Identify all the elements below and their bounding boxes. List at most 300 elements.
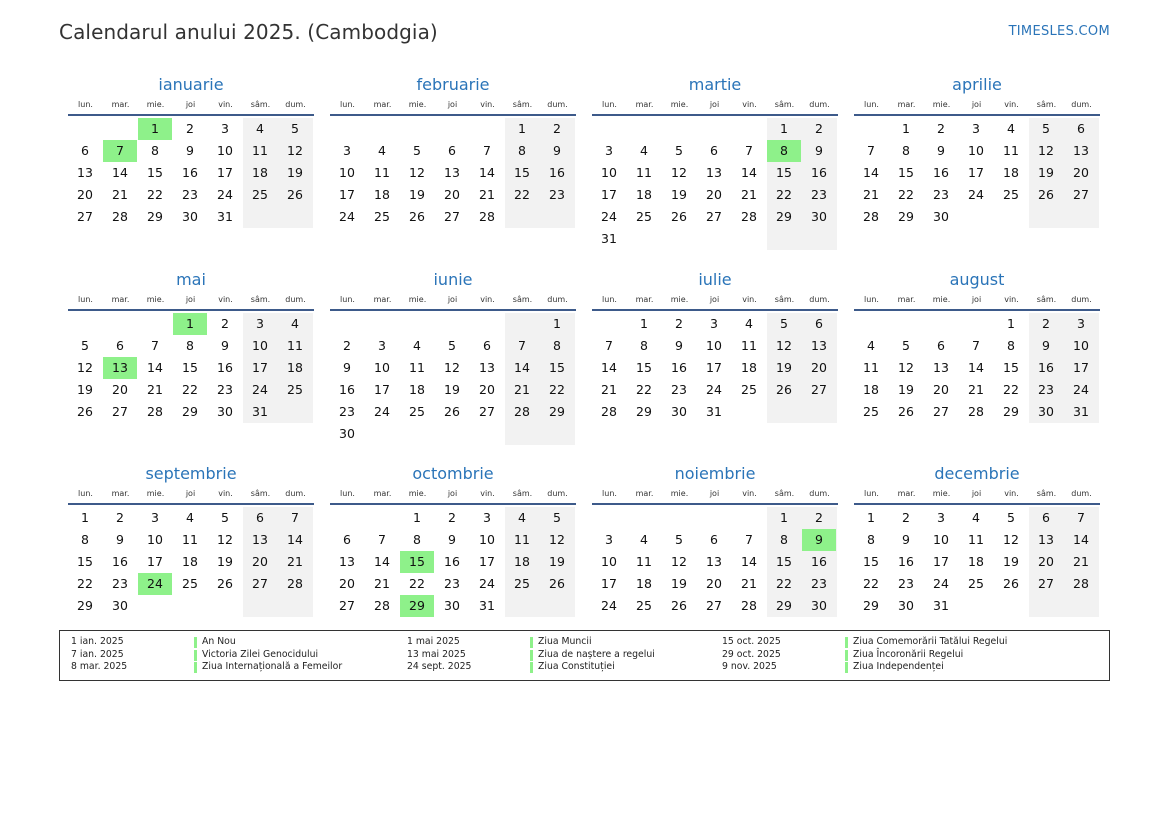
day-cell: 23 — [1038, 382, 1054, 397]
day-cell: 6 — [1042, 510, 1050, 525]
day-cell: 9 — [553, 143, 561, 158]
holiday-day: 24 — [138, 573, 172, 595]
day-cell: 17 — [601, 187, 617, 202]
day-cell: 2 — [116, 510, 124, 525]
day-cell: 18 — [374, 187, 390, 202]
day-cell: 26 — [444, 404, 460, 419]
day-cell: 30 — [898, 598, 914, 613]
legend-name: Ziua Comemorării Tatălui Regelui — [853, 636, 1008, 647]
holiday-marker — [194, 662, 197, 673]
weekday-label: joi — [447, 489, 458, 498]
day-cell: 4 — [378, 143, 386, 158]
weekday-label: vin. — [218, 489, 233, 498]
day-cell: 17 — [217, 165, 233, 180]
weekday-label: mar. — [897, 489, 916, 498]
holiday-marker — [845, 650, 848, 661]
day-cell: 29 — [182, 404, 198, 419]
day-cell: 2 — [675, 316, 683, 331]
day-cell: 29 — [636, 404, 652, 419]
day-cell: 21 — [1073, 554, 1089, 569]
day-cell: 31 — [933, 598, 949, 613]
weekday-header — [854, 487, 1100, 501]
day-cell: 13 — [811, 338, 827, 353]
day-cell: 20 — [112, 382, 128, 397]
day-cell: 25 — [409, 404, 425, 419]
day-cell: 31 — [252, 404, 268, 419]
day-cell: 14 — [287, 532, 303, 547]
day-cell: 28 — [1073, 576, 1089, 591]
day-cell: 3 — [343, 143, 351, 158]
day-cell: 20 — [811, 360, 827, 375]
holiday-marker — [194, 650, 197, 661]
day-cell: 7 — [745, 143, 753, 158]
weekday-label: lun. — [864, 100, 879, 109]
day-cell: 21 — [863, 187, 879, 202]
day-cell: 12 — [409, 165, 425, 180]
weekday-label: vin. — [480, 100, 495, 109]
weekday-label: joi — [971, 295, 982, 304]
weekday-label: lun. — [602, 100, 617, 109]
day-cell: 31 — [217, 209, 233, 224]
day-cell: 2 — [343, 338, 351, 353]
day-cell: 10 — [933, 532, 949, 547]
day-cell: 18 — [514, 554, 530, 569]
day-cell: 11 — [514, 532, 530, 547]
day-cell: 23 — [217, 382, 233, 397]
weekday-label: lun. — [340, 295, 355, 304]
day-cell: 21 — [741, 187, 757, 202]
day-cell: 8 — [902, 143, 910, 158]
day-cell: 14 — [112, 165, 128, 180]
weekday-label: vin. — [1004, 100, 1019, 109]
holiday-marker — [845, 637, 848, 648]
month-name: august — [949, 270, 1005, 289]
day-cell: 9 — [343, 360, 351, 375]
weekday-label: sâm. — [1036, 100, 1057, 109]
day-cell: 14 — [374, 554, 390, 569]
weekday-header — [68, 293, 314, 307]
day-cell: 6 — [710, 143, 718, 158]
month-divider — [854, 503, 1100, 505]
day-grid — [592, 313, 838, 423]
day-cell: 1 — [518, 121, 526, 136]
day-cell: 27 — [706, 209, 722, 224]
legend-name: Victoria Zilei Genocidului — [202, 648, 319, 660]
day-cell: 22 — [776, 187, 792, 202]
legend-item — [407, 661, 655, 674]
weekday-label: dum. — [285, 489, 306, 498]
day-cell: 15 — [549, 360, 565, 375]
day-cell: 17 — [339, 187, 355, 202]
weekday-label: dum. — [809, 100, 830, 109]
day-cell: 27 — [811, 382, 827, 397]
day-cell: 18 — [287, 360, 303, 375]
day-cell: 2 — [937, 121, 945, 136]
day-cell: 8 — [640, 338, 648, 353]
day-cell: 5 — [1007, 510, 1015, 525]
day-grid — [330, 118, 576, 228]
weekday-label: mie. — [670, 100, 689, 109]
day-cell: 20 — [252, 554, 268, 569]
day-cell: 24 — [933, 576, 949, 591]
day-cell: 5 — [221, 510, 229, 525]
day-cell: 24 — [601, 209, 617, 224]
day-cell: 16 — [933, 165, 949, 180]
day-cell: 14 — [968, 360, 984, 375]
legend-date: 13 mai 2025 — [407, 648, 466, 660]
day-cell: 25 — [374, 209, 390, 224]
day-cell: 26 — [671, 209, 687, 224]
day-grid — [68, 313, 314, 423]
day-cell: 30 — [182, 209, 198, 224]
weekday-label: joi — [971, 489, 982, 498]
day-cell: 19 — [1003, 554, 1019, 569]
day-cell: 21 — [287, 554, 303, 569]
day-cell: 3 — [605, 143, 613, 158]
weekday-label: sâm. — [250, 489, 271, 498]
day-cell: 11 — [968, 532, 984, 547]
weekday-label: joi — [447, 100, 458, 109]
month-divider — [330, 114, 576, 116]
day-cell: 22 — [863, 576, 879, 591]
legend-date: 24 sept. 2025 — [407, 661, 472, 672]
weekday-header — [592, 98, 838, 112]
day-cell: 2 — [815, 121, 823, 136]
day-cell: 1 — [867, 510, 875, 525]
legend-column — [71, 636, 342, 674]
day-cell: 19 — [287, 165, 303, 180]
day-cell: 7 — [972, 338, 980, 353]
day-grid — [592, 118, 838, 250]
legend-item — [407, 649, 655, 662]
day-cell: 29 — [898, 209, 914, 224]
day-cell: 17 — [147, 554, 163, 569]
day-cell: 28 — [374, 598, 390, 613]
day-grid — [854, 118, 1100, 228]
day-cell: 3 — [1077, 316, 1085, 331]
weekday-label: sâm. — [1036, 489, 1057, 498]
day-cell: 10 — [217, 143, 233, 158]
weekday-label: lun. — [602, 489, 617, 498]
holiday-marker — [845, 662, 848, 673]
weekday-label: mie. — [670, 489, 689, 498]
weekday-label: mie. — [408, 295, 427, 304]
day-grid — [330, 507, 576, 617]
weekday-label: lun. — [78, 489, 93, 498]
legend-date: 8 mar. 2025 — [71, 661, 128, 672]
day-cell: 21 — [147, 382, 163, 397]
weekday-label: lun. — [340, 100, 355, 109]
month-name: octombrie — [412, 464, 494, 483]
day-cell: 19 — [217, 554, 233, 569]
weekday-header — [68, 98, 314, 112]
month-10 — [330, 463, 576, 617]
day-cell: 23 — [339, 404, 355, 419]
weekday-label: sâm. — [512, 100, 533, 109]
day-cell: 31 — [479, 598, 495, 613]
day-cell: 10 — [706, 338, 722, 353]
month-name: iulie — [698, 270, 732, 289]
month-4 — [854, 74, 1100, 228]
weekday-label: dum. — [285, 295, 306, 304]
day-cell: 26 — [77, 404, 93, 419]
day-cell: 7 — [745, 532, 753, 547]
day-cell: 4 — [518, 510, 526, 525]
day-cell: 8 — [81, 532, 89, 547]
day-cell: 7 — [605, 338, 613, 353]
day-cell: 16 — [1038, 360, 1054, 375]
day-cell: 8 — [780, 532, 788, 547]
legend-date: 15 oct. 2025 — [722, 636, 781, 647]
day-cell: 23 — [444, 576, 460, 591]
day-cell: 11 — [287, 338, 303, 353]
day-cell: 28 — [514, 404, 530, 419]
day-cell: 27 — [933, 404, 949, 419]
day-cell: 22 — [549, 382, 565, 397]
day-cell: 1 — [902, 121, 910, 136]
day-cell: 21 — [741, 576, 757, 591]
day-cell: 18 — [182, 554, 198, 569]
day-cell: 18 — [636, 187, 652, 202]
day-cell: 4 — [413, 338, 421, 353]
day-cell: 15 — [898, 165, 914, 180]
holiday-day: 1 — [138, 118, 172, 140]
weekday-label: dum. — [285, 100, 306, 109]
day-cell: 28 — [741, 598, 757, 613]
day-cell: 22 — [776, 576, 792, 591]
day-cell: 9 — [902, 532, 910, 547]
day-cell: 9 — [221, 338, 229, 353]
day-cell: 16 — [444, 554, 460, 569]
day-cell: 9 — [186, 143, 194, 158]
day-grid — [854, 507, 1100, 617]
day-cell: 12 — [77, 360, 93, 375]
day-cell: 14 — [741, 165, 757, 180]
day-cell: 23 — [549, 187, 565, 202]
day-cell: 13 — [339, 554, 355, 569]
day-cell: 5 — [413, 143, 421, 158]
day-cell: 10 — [252, 338, 268, 353]
day-cell: 15 — [776, 165, 792, 180]
day-cell: 17 — [968, 165, 984, 180]
day-cell: 13 — [479, 360, 495, 375]
day-cell: 9 — [448, 532, 456, 547]
day-cell: 29 — [776, 598, 792, 613]
day-cell: 19 — [77, 382, 93, 397]
day-cell: 18 — [863, 382, 879, 397]
weekday-label: joi — [185, 489, 196, 498]
day-cell: 14 — [1073, 532, 1089, 547]
day-cell: 28 — [741, 209, 757, 224]
weekday-label: mie. — [932, 295, 951, 304]
day-cell: 23 — [933, 187, 949, 202]
day-grid — [854, 313, 1100, 423]
weekday-label: joi — [709, 489, 720, 498]
day-cell: 13 — [444, 165, 460, 180]
legend-item — [71, 636, 342, 649]
day-cell: 27 — [252, 576, 268, 591]
legend-name: Ziua Încoronării Regelui — [853, 648, 964, 660]
day-cell: 26 — [898, 404, 914, 419]
day-cell: 22 — [409, 576, 425, 591]
day-cell: 15 — [863, 554, 879, 569]
legend-name: Ziua de naștere a regelui — [538, 648, 655, 660]
weekday-label: lun. — [864, 489, 879, 498]
month-11 — [592, 463, 838, 617]
weekday-label: mar. — [111, 489, 130, 498]
month-name: septembrie — [145, 464, 237, 483]
day-cell: 9 — [815, 143, 823, 158]
weekday-label: mar. — [373, 100, 392, 109]
day-cell: 27 — [339, 598, 355, 613]
weekday-header — [854, 293, 1100, 307]
day-cell: 18 — [409, 382, 425, 397]
day-cell: 13 — [933, 360, 949, 375]
weekday-label: sâm. — [774, 489, 795, 498]
day-cell: 10 — [601, 165, 617, 180]
month-name: iunie — [433, 270, 473, 289]
weekday-label: mie. — [146, 489, 165, 498]
holiday-day: 13 — [103, 357, 137, 379]
weekday-label: dum. — [547, 489, 568, 498]
weekday-label: lun. — [340, 489, 355, 498]
day-cell: 29 — [863, 598, 879, 613]
legend-name: An Nou — [202, 636, 236, 647]
day-cell: 12 — [1038, 143, 1054, 158]
day-cell: 5 — [780, 316, 788, 331]
day-cell: 5 — [81, 338, 89, 353]
day-cell: 29 — [147, 209, 163, 224]
day-cell: 22 — [182, 382, 198, 397]
weekday-label: mar. — [111, 295, 130, 304]
day-cell: 24 — [252, 382, 268, 397]
day-cell: 12 — [671, 165, 687, 180]
day-cell: 31 — [601, 231, 617, 246]
day-cell: 3 — [483, 510, 491, 525]
weekday-header — [330, 98, 576, 112]
day-cell: 5 — [675, 532, 683, 547]
month-divider — [854, 114, 1100, 116]
day-cell: 14 — [741, 554, 757, 569]
day-cell: 15 — [147, 165, 163, 180]
day-cell: 1 — [553, 316, 561, 331]
day-cell: 5 — [291, 121, 299, 136]
legend-date: 9 nov. 2025 — [722, 661, 777, 672]
day-cell: 26 — [1038, 187, 1054, 202]
day-cell: 17 — [1073, 360, 1089, 375]
day-cell: 3 — [605, 532, 613, 547]
month-name: noiembrie — [674, 464, 756, 483]
legend-item — [722, 661, 1007, 674]
day-cell: 27 — [1038, 576, 1054, 591]
day-cell: 6 — [1077, 121, 1085, 136]
weekday-label: dum. — [1071, 489, 1092, 498]
day-cell: 25 — [514, 576, 530, 591]
day-cell: 2 — [186, 121, 194, 136]
day-cell: 16 — [339, 382, 355, 397]
day-cell: 1 — [780, 121, 788, 136]
weekday-label: vin. — [1004, 295, 1019, 304]
weekday-label: mar. — [897, 295, 916, 304]
day-cell: 25 — [636, 598, 652, 613]
month-name: ianuarie — [158, 75, 224, 94]
day-cell: 8 — [151, 143, 159, 158]
day-grid — [68, 507, 314, 617]
day-cell: 14 — [147, 360, 163, 375]
month-9 — [68, 463, 314, 617]
day-cell: 11 — [182, 532, 198, 547]
day-cell: 7 — [291, 510, 299, 525]
weekday-label: joi — [447, 295, 458, 304]
day-cell: 10 — [339, 165, 355, 180]
day-cell: 17 — [933, 554, 949, 569]
day-cell: 7 — [483, 143, 491, 158]
day-cell: 6 — [256, 510, 264, 525]
legend-date: 29 oct. 2025 — [722, 648, 781, 660]
month-name: mai — [176, 270, 206, 289]
day-cell: 14 — [863, 165, 879, 180]
day-cell: 11 — [1003, 143, 1019, 158]
day-cell: 20 — [479, 382, 495, 397]
month-1 — [68, 74, 314, 228]
day-cell: 29 — [77, 598, 93, 613]
day-cell: 25 — [1003, 187, 1019, 202]
weekday-label: dum. — [547, 100, 568, 109]
day-cell: 30 — [112, 598, 128, 613]
day-cell: 7 — [378, 532, 386, 547]
day-cell: 12 — [671, 554, 687, 569]
day-cell: 22 — [77, 576, 93, 591]
weekday-label: joi — [709, 295, 720, 304]
holiday-marker — [530, 662, 533, 673]
day-cell: 3 — [378, 338, 386, 353]
day-cell: 8 — [518, 143, 526, 158]
day-cell: 25 — [636, 209, 652, 224]
legend-item — [71, 649, 342, 662]
month-divider — [592, 309, 838, 311]
day-cell: 16 — [811, 165, 827, 180]
day-cell: 9 — [675, 338, 683, 353]
weekday-label: lun. — [78, 295, 93, 304]
day-cell: 1 — [81, 510, 89, 525]
holiday-day: 1 — [173, 313, 207, 335]
holiday-marker — [194, 637, 197, 648]
day-cell: 4 — [256, 121, 264, 136]
day-cell: 27 — [77, 209, 93, 224]
weekday-label: sâm. — [774, 295, 795, 304]
weekday-label: mie. — [146, 100, 165, 109]
weekday-header — [592, 487, 838, 501]
day-cell: 27 — [112, 404, 128, 419]
day-cell: 27 — [444, 209, 460, 224]
weekday-label: dum. — [809, 489, 830, 498]
legend-column — [407, 636, 655, 674]
month-divider — [68, 309, 314, 311]
day-cell: 3 — [710, 316, 718, 331]
day-cell: 7 — [1077, 510, 1085, 525]
day-cell: 2 — [221, 316, 229, 331]
day-cell: 19 — [671, 576, 687, 591]
day-cell: 15 — [514, 165, 530, 180]
weekday-label: vin. — [218, 295, 233, 304]
day-cell: 28 — [863, 209, 879, 224]
brand-link[interactable]: TIMESLES.COM — [1008, 24, 1110, 39]
month-divider — [330, 503, 576, 505]
day-cell: 22 — [514, 187, 530, 202]
day-cell: 11 — [409, 360, 425, 375]
weekday-label: vin. — [1004, 489, 1019, 498]
day-cell: 8 — [867, 532, 875, 547]
